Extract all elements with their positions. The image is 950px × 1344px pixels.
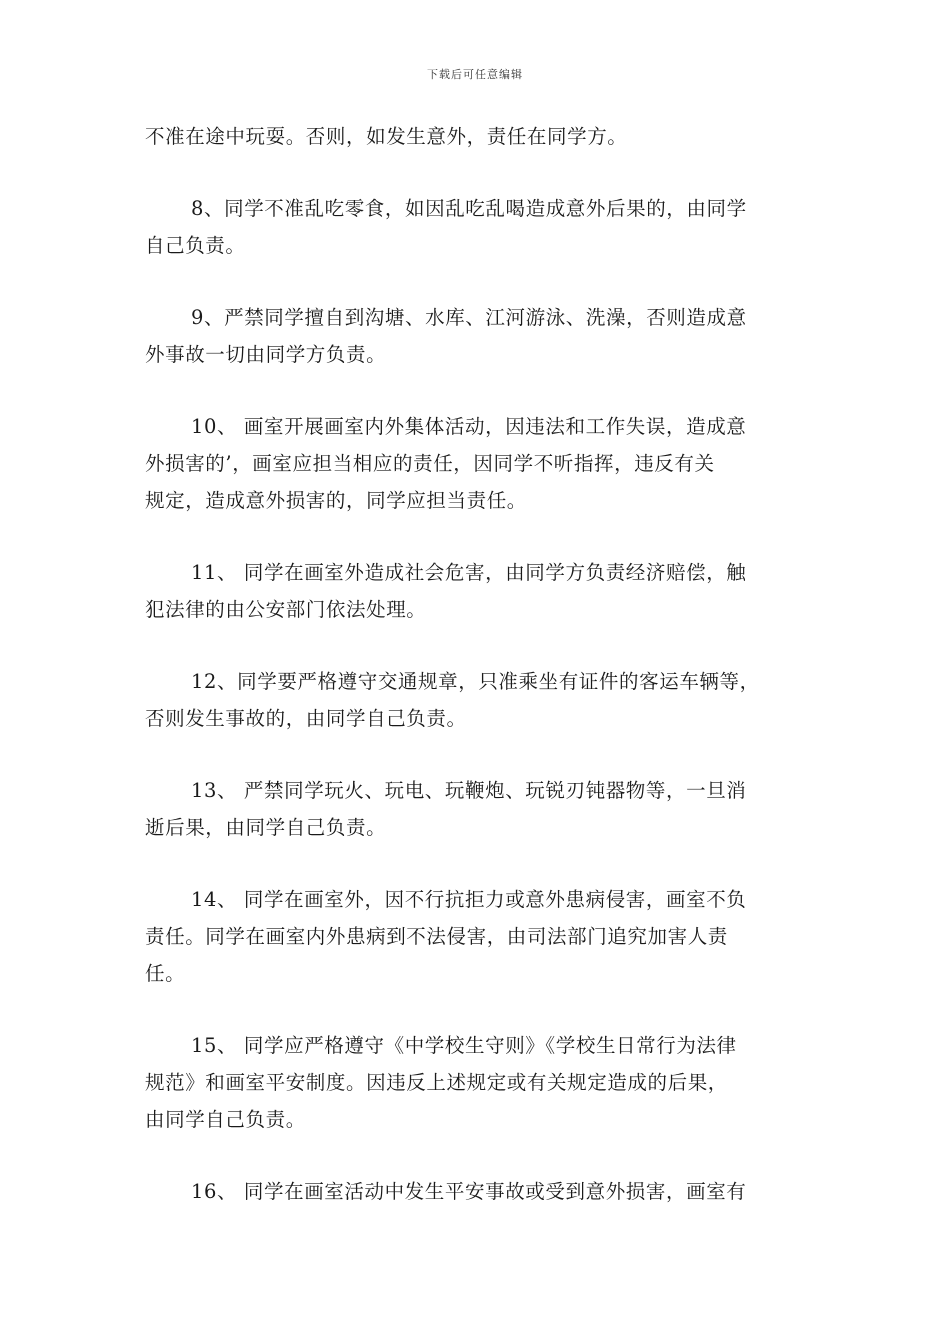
text-line: 16、 同学在画室活动中发生平安事故或受到意外损害，画室有: [191, 1180, 747, 1203]
page-header: 下载后可任意编辑: [427, 68, 523, 81]
text-line: 规范》和画室平安制度。因违反上述规定或有关规定造成的后果，: [145, 1071, 728, 1094]
text-line: 11、 同学在画室外造成社会危害，由同学方负责经济赔偿，触: [191, 561, 747, 584]
paragraph-continuation: [145, 118, 825, 155]
paragraph-item-10: [145, 408, 825, 519]
paragraph-item-9: [145, 299, 825, 373]
text-line: 否则发生事故的，由同学自己负责。: [145, 707, 467, 730]
text-line: 由同学自己负责。: [145, 1108, 306, 1131]
paragraph-item-14: [145, 881, 825, 992]
text-line: 12、同学要严格遵守交通规章，只准乘坐有证件的客运车辆等，: [191, 670, 760, 693]
paragraph-item-16: [145, 1173, 825, 1210]
text-line: 自己负责。: [145, 234, 246, 257]
paragraph-item-11: [145, 554, 825, 628]
text-line: 外事故一切由同学方负责。: [145, 343, 387, 366]
text-line: 8、同学不准乱吃零食，如因乱吃乱喝造成意外后果的，由同学: [191, 197, 747, 220]
text-line: 15、 同学应严格遵守《中学校生守则》《学校生日常行为法律: [191, 1034, 737, 1057]
text-line: 任。: [145, 962, 186, 985]
text-line: 不准在途中玩耍。否则，如发生意外，责任在同学方。: [145, 125, 628, 148]
document-body: [145, 118, 825, 1245]
text-line: 犯法律的由公安部门依法处理。: [145, 598, 427, 621]
text-line: 责任。同学在画室内外患病到不法侵害，由司法部门追究加害人责: [145, 925, 728, 948]
text-line: 外损害的’，画室应担当相应的责任，因同学不听指挥，违反有关: [145, 452, 715, 475]
text-line: 14、 同学在画室外，因不行抗拒力或意外患病侵害，画室不负: [191, 888, 747, 911]
text-line: 逝后果，由同学自己负责。: [145, 816, 387, 839]
paragraph-item-15: [145, 1027, 825, 1138]
paragraph-item-12: [145, 663, 825, 737]
text-line: 10、 画室开展画室内外集体活动，因违法和工作失误，造成意: [191, 415, 747, 438]
text-line: 规定，造成意外损害的，同学应担当责任。: [145, 489, 527, 512]
paragraph-item-13: [145, 772, 825, 846]
paragraph-item-8: [145, 190, 825, 264]
text-line: 9、严禁同学擅自到沟塘、水库、江河游泳、洗澡，否则造成意: [191, 306, 747, 329]
text-line: 13、 严禁同学玩火、玩电、玩鞭炮、玩锐刃钝器物等，一旦消: [191, 779, 747, 802]
